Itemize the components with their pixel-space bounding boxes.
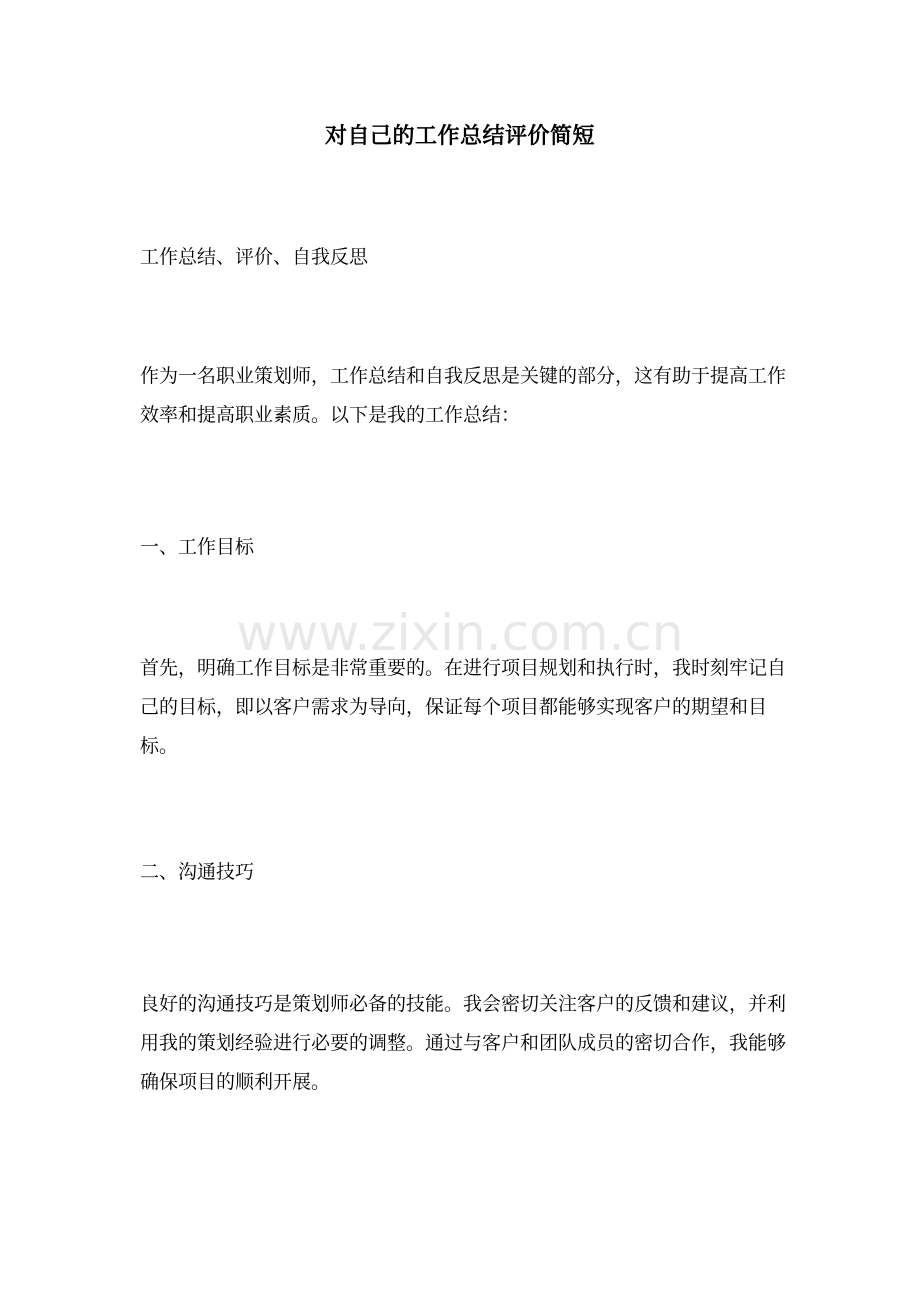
document-subtitle: 工作总结、评价、自我反思 (140, 246, 369, 268)
intro-paragraph: 作为一名职业策划师，工作总结和自我反思是关键的部分，这有助于提高工作效率和提高职业素质。以下是我的工作总结： (140, 365, 787, 426)
section-heading-goals: 一、工作目标 (140, 536, 255, 558)
section-body-goals: 首先，明确工作目标是非常重要的。在进行项目规划和执行时，我时刻牢记自己的目标，即以客户需求为导向，保证每个项目都能够实现客户的期望和目标。 (140, 657, 787, 757)
document-title: 对自己的工作总结评价简短 (324, 123, 595, 149)
section-heading-communication: 二、沟通技巧 (140, 861, 255, 883)
section-body-communication: 良好的沟通技巧是策划师必备的技能。我会密切关注客户的反馈和建议，并利用我的策划经验进行必要的调整。通过与客户和团队成员的密切合作，我能够确保项目的顺利开展。 (140, 993, 787, 1093)
watermark: www.zixin.com.cn (236, 604, 684, 662)
